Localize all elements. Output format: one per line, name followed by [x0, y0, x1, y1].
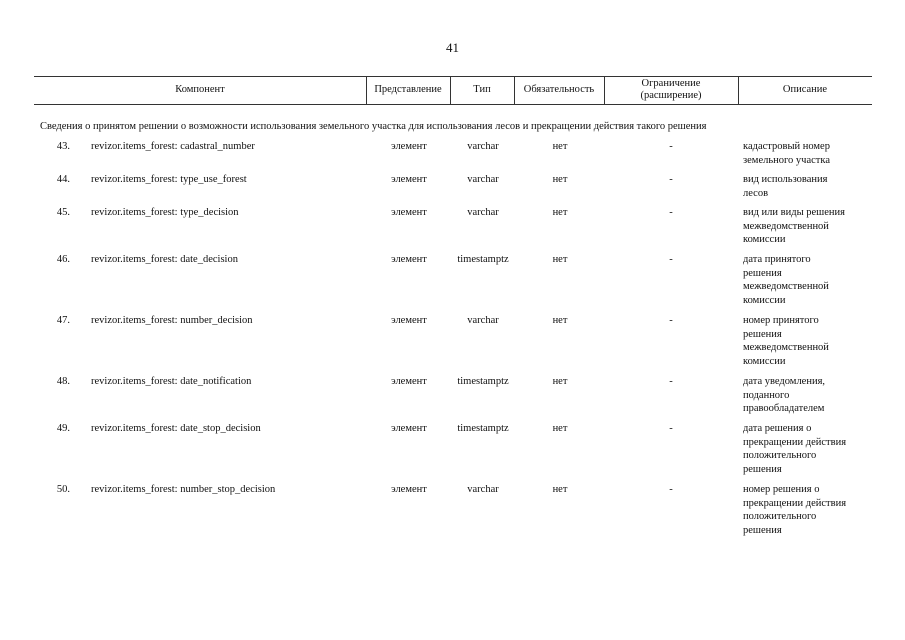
row-component: revizor.items_forest: cadastral_number — [91, 141, 255, 152]
row-restriction: - — [669, 254, 673, 265]
row-description-line: решения — [743, 267, 782, 279]
row-restriction: - — [669, 484, 673, 495]
row-description-line: вид или виды решения — [743, 207, 845, 218]
row-required: нет — [552, 174, 568, 185]
row-description-line: положительного — [743, 511, 817, 522]
row-required: нет — [552, 207, 568, 218]
row-number: 47. — [56, 315, 70, 326]
row-description-line: решения — [743, 463, 782, 475]
row-required: нет — [552, 484, 568, 495]
row-number: 46. — [56, 254, 70, 265]
row-required: нет — [552, 376, 568, 387]
header-restriction-line1: Ограничение — [641, 78, 701, 89]
header-component: Компонент — [175, 84, 225, 95]
row-description — [743, 206, 871, 247]
row-description-line: дата решения о — [743, 423, 812, 434]
row-number: 50. — [56, 484, 70, 495]
row-component: revizor.items_forest: number_decision — [91, 315, 253, 326]
row-description-line: положительного — [743, 450, 817, 461]
row-number: 44. — [56, 174, 70, 185]
header-restriction-line2: (расширение) — [640, 90, 702, 101]
header-type: Тип — [473, 84, 491, 95]
row-description-line: решения — [743, 328, 782, 340]
row-description-line: комиссии — [743, 294, 786, 306]
row-number: 48. — [56, 376, 70, 387]
row-number: 43. — [56, 141, 70, 152]
row-type: varchar — [467, 174, 499, 185]
row-representation: элемент — [391, 376, 427, 387]
row-component: revizor.items_forest: type_use_forest — [91, 174, 247, 185]
row-description-line: межведомственной — [743, 342, 829, 353]
row-representation: элемент — [391, 141, 427, 152]
row-type: timestamptz — [457, 376, 509, 387]
row-restriction: - — [669, 315, 673, 326]
row-restriction: - — [669, 423, 673, 434]
row-description — [743, 375, 871, 416]
row-description-line: решения — [743, 524, 782, 536]
row-description-line: межведомственной — [743, 220, 829, 232]
row-type: varchar — [467, 484, 499, 495]
row-type: varchar — [467, 141, 499, 152]
row-description — [743, 483, 871, 537]
row-representation: элемент — [391, 423, 427, 434]
row-description-line: земельного участка — [743, 154, 830, 166]
row-number: 49. — [56, 423, 70, 434]
row-component: revizor.items_forest: date_stop_decision — [91, 423, 261, 434]
row-representation: элемент — [391, 254, 427, 265]
row-representation: элемент — [391, 484, 427, 495]
row-description-line: комиссии — [743, 234, 786, 245]
row-description — [743, 422, 871, 476]
row-type: varchar — [467, 207, 499, 218]
row-description — [743, 253, 871, 307]
row-description-line: номер принятого — [743, 315, 819, 326]
row-restriction: - — [669, 376, 673, 387]
row-restriction: - — [669, 141, 673, 152]
row-description-line: дата уведомления, — [743, 376, 826, 387]
row-required: нет — [552, 315, 568, 326]
row-description-line: комиссии — [743, 355, 786, 367]
row-representation: элемент — [391, 207, 427, 218]
row-description — [743, 314, 871, 368]
row-description — [743, 140, 871, 167]
header-restriction — [604, 76, 738, 104]
row-description-line: номер решения о — [743, 484, 820, 495]
row-component: revizor.items_forest: type_decision — [91, 207, 239, 218]
row-description-line: прекращении действия — [743, 497, 847, 509]
row-number: 45. — [56, 207, 70, 218]
row-component: revizor.items_forest: date_decision — [91, 254, 238, 265]
row-description-line: правообладателем — [743, 403, 825, 414]
row-type: timestamptz — [457, 423, 509, 434]
row-description-line: лесов — [743, 187, 769, 199]
row-description-line: поданного — [743, 389, 790, 401]
row-description — [743, 173, 871, 200]
table-header-bottom-rule — [34, 104, 872, 105]
row-type: timestamptz — [457, 254, 509, 265]
row-description-line: дата принятого — [743, 254, 811, 265]
row-restriction: - — [669, 174, 673, 185]
row-component: revizor.items_forest: number_stop_decision — [91, 484, 276, 495]
row-description-line: вид использования — [743, 174, 828, 185]
row-required: нет — [552, 423, 568, 434]
row-component: revizor.items_forest: date_notification — [91, 376, 252, 387]
page-number: 41 — [446, 40, 459, 55]
header-representation: Представление — [374, 84, 442, 95]
row-required: нет — [552, 141, 568, 152]
row-type: varchar — [467, 315, 499, 326]
row-description-line: межведомственной — [743, 281, 829, 292]
row-representation: элемент — [391, 174, 427, 185]
row-restriction: - — [669, 207, 673, 218]
header-required: Обязательность — [523, 84, 595, 95]
row-required: нет — [552, 254, 568, 265]
section-title: Сведения о принятом решении о возможности использования земельного участка для использования лесов и прекращении действия такого решения — [40, 121, 707, 132]
row-description-line: кадастровый номер — [743, 141, 830, 152]
header-description: Описание — [782, 84, 828, 95]
row-description-line: прекращении действия — [743, 436, 847, 448]
row-representation: элемент — [391, 315, 427, 326]
